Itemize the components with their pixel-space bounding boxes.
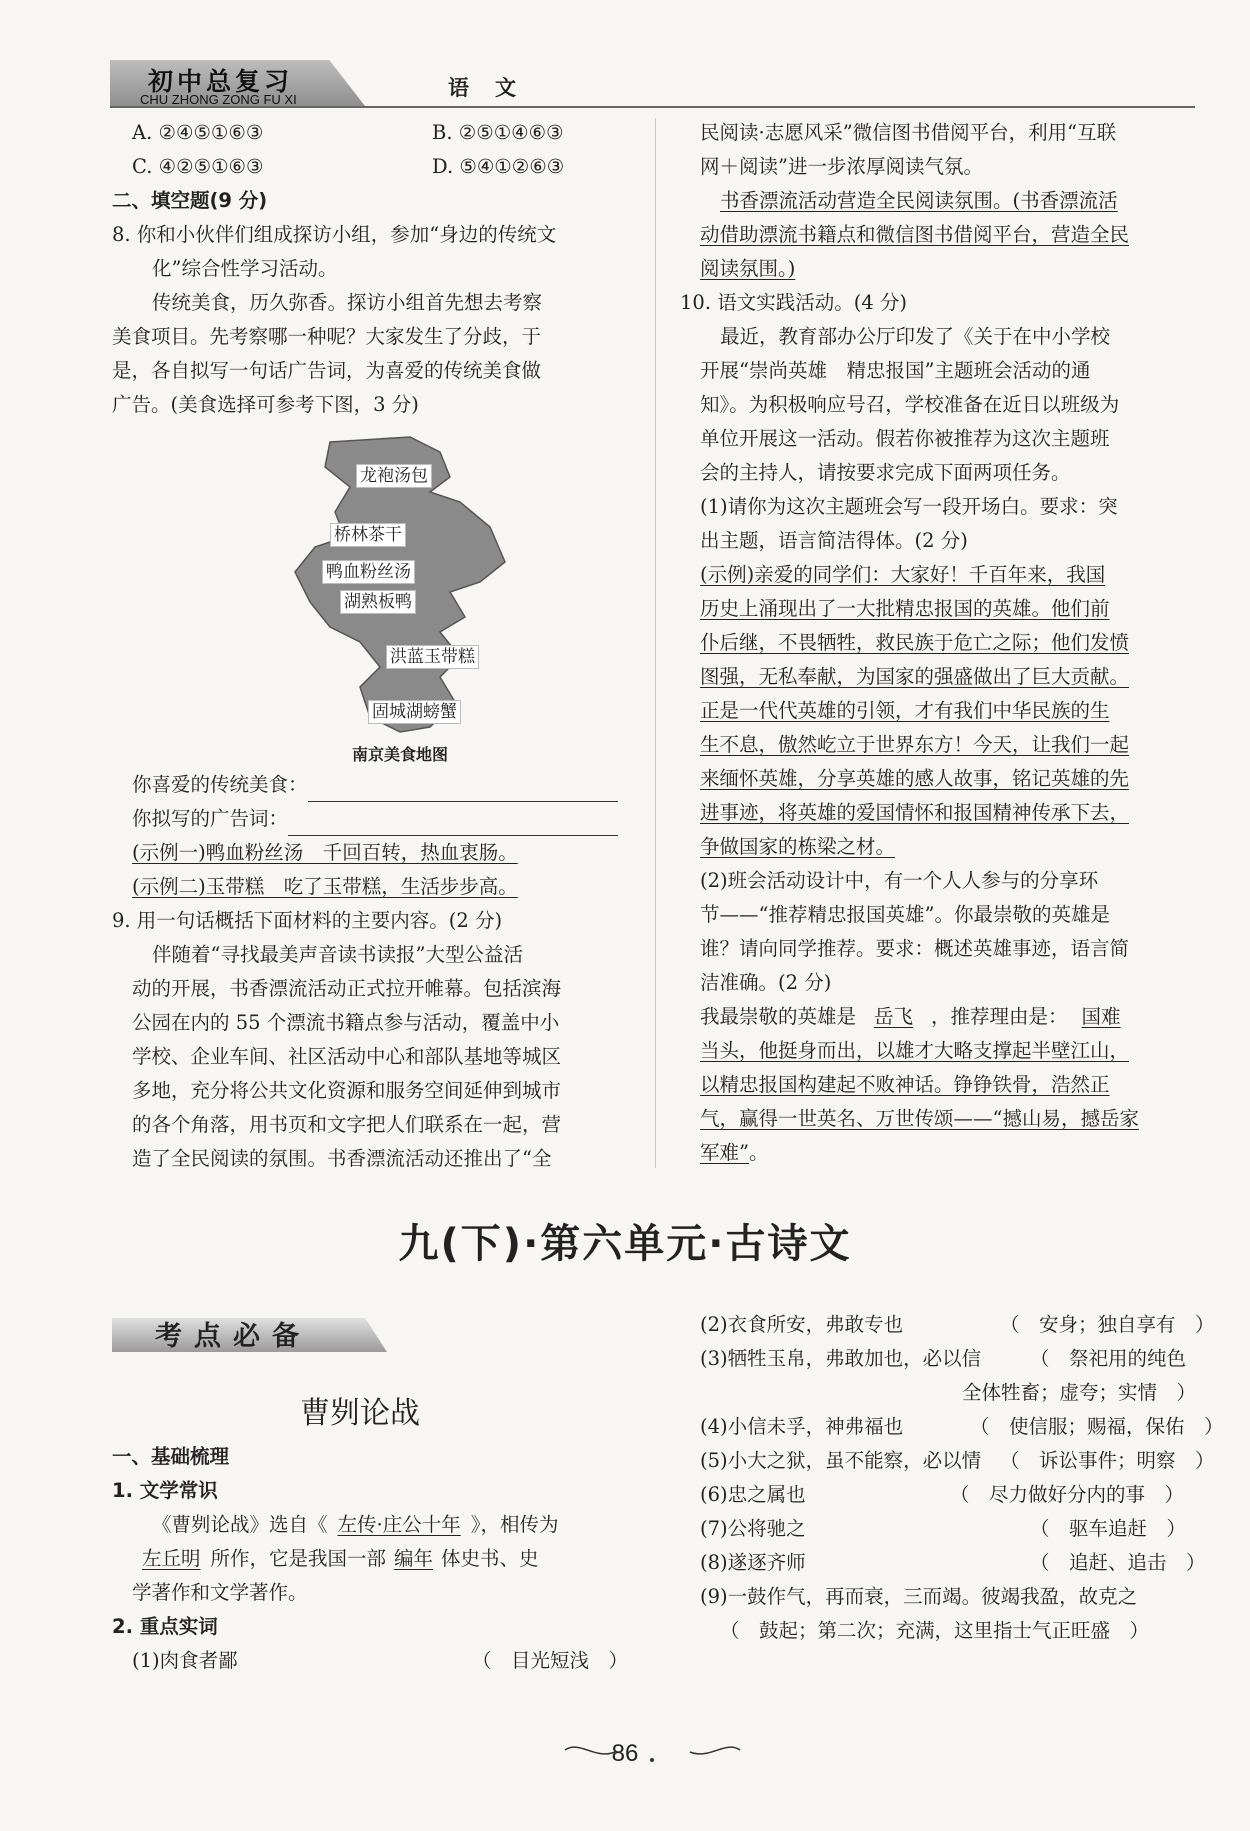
- q10-task-1b: 出主题，语言简洁得体。(2 分): [700, 529, 968, 552]
- food-label: 你喜爱的传统美食：: [132, 773, 308, 796]
- ad-blank[interactable]: [288, 811, 618, 836]
- word-item: (7)公将驰之 （ 驱车追赶 ）: [700, 1517, 1187, 1540]
- q10-answer-1-line: 争做国家的栋梁之材。: [700, 835, 896, 858]
- q8-para-1: 传统美食，历久弥香。探访小组首先想去考察: [152, 291, 543, 314]
- q10-task-2-line: 谁？请向同学推荐。要求：概述英雄事迹，语言简: [700, 937, 1130, 960]
- map-label-gucheng: 固城湖螃蟹: [368, 700, 461, 724]
- q10-answer-1-line: (示例)亲爱的同学们：大家好！千百年来，我国: [700, 563, 1106, 586]
- word-item: (2)衣食所安，弗敢专也 （ 安身；独自享有 ）: [700, 1313, 1215, 1336]
- q10-para-1: 最近，教育部办公厅印发了《关于在中小学校: [720, 325, 1111, 348]
- q10-task-1a: (1)请你为这次主题班会写一段开场白。要求：突: [700, 495, 1118, 518]
- header-title: 初中总复习: [148, 67, 294, 96]
- q9-material-5: 多地，充分将公共文化资源和服务空间延伸到城市: [132, 1079, 562, 1102]
- word-item: (3)牺牲玉帛，弗敢加也，必以信 （ 祭祀用的纯色: [700, 1347, 1187, 1370]
- word-item-1: (1)肉食者鄙 （ 目光短浅 ）: [112, 1644, 642, 1678]
- q10-para-2: 开展“崇尚英雄 精忠报国”主题班会活动的通: [700, 359, 1091, 382]
- lit-text-a: 《曹刿论战》选自《: [152, 1513, 328, 1536]
- q9-answer-1: 书香漂流活动营造全民阅读氛围。(书香漂流活: [720, 189, 1118, 212]
- q10-heading: 10. 语文实践活动。(4 分): [680, 291, 908, 314]
- q8-line-1: 8. 你和小伙伴们组成探访小组，参加“身边的传统文: [112, 223, 557, 246]
- lit-source: 左传·庄公十年: [337, 1513, 461, 1536]
- q9-material-1: 伴随着“寻找最美声音读书读报”大型公益活: [152, 943, 523, 966]
- q10-para-5: 会的主持人，请按要求完成下面两项任务。: [700, 461, 1071, 484]
- q10-answer-1-line: 生不息，傲然屹立于世界东方！今天，让我们一起: [700, 733, 1130, 756]
- hero-name: 岳飞: [874, 1005, 914, 1028]
- q10-para-4: 单位开展这一活动。假若你被推荐为这次主题班: [700, 427, 1110, 450]
- q10-answer-1-line: 历史上涌现出了一大批精忠报国的英雄。他们前: [700, 597, 1110, 620]
- q9-material-4: 学校、企业车间、社区活动中心和部队基地等城区: [132, 1045, 562, 1068]
- q10-task-2-line: 洁准确。(2 分): [700, 971, 832, 994]
- q10-para-3: 知》。为积极响应号召，学校准备在近日以班级为: [700, 393, 1120, 416]
- reason-line: 当头，他挺身而出，以雄才大略支撑起半壁江山，: [700, 1039, 1130, 1062]
- q8-para-3: 是，各自拟写一句话广告词，为喜爱的传统美食做: [112, 359, 542, 382]
- q9-material-3: 公园在内的 55 个漂流书籍点参与活动，覆盖中小: [132, 1011, 560, 1034]
- q9-material-9: 网＋阅读”进一步浓厚阅读气氛。: [700, 155, 983, 178]
- word-item: (5)小大之狱，虽不能察，必以情 （ 诉讼事件；明察 ）: [700, 1449, 1215, 1472]
- ad-example-2: (示例二)玉带糕 吃了玉带糕，生活步步高。: [132, 875, 518, 898]
- q9-answer-2: 动借助漂流书籍点和微信图书借阅平台，营造全民: [700, 223, 1130, 246]
- q10-answer-1-line: 仆后继，不畏牺牲，救民族于危亡之际；他们发愤: [700, 631, 1130, 654]
- option-a: A. ②④⑤①⑥③: [132, 121, 264, 144]
- right-column: [680, 116, 1200, 1170]
- reason-line: 以精忠报国构建起不败神话。铮铮铁骨，浩然正: [700, 1073, 1110, 1096]
- map-label-longpao: 龙袍汤包: [356, 464, 432, 488]
- reason-prefix: ，推荐理由是：: [931, 1005, 1068, 1028]
- map-label-hushu: 湖熟板鸭: [340, 590, 416, 614]
- section-2-heading: 二、填空题(9 分): [112, 189, 268, 212]
- q10-answer-1-line: 正是一代代英雄的引领，才有我们中华民族的生: [700, 699, 1110, 722]
- options-row-1: [112, 116, 642, 150]
- lit-genre: 编年: [394, 1547, 434, 1570]
- map-label-yaxue: 鸭血粉丝汤: [322, 560, 415, 584]
- page-number: 86: [611, 1740, 639, 1767]
- option-c: C. ④②⑤①⑥③: [132, 155, 264, 178]
- q10-answer-1-line: 图强，无私奉献，为国家的强盛做出了巨大贡献。: [700, 665, 1130, 688]
- word-item: (9)一鼓作气，再而衰，三而竭。彼竭我盈，故克之: [700, 1585, 1138, 1608]
- literature-heading: 1. 文学常识: [112, 1479, 218, 1502]
- word-item: (4)小信未孚，神弗福也 （ 使信服；赐福，保佑 ）: [700, 1415, 1224, 1438]
- q9-material-8: 民阅读·志愿风采”微信图书借阅平台，利用“互联: [700, 121, 1117, 144]
- word-a: 目光短浅: [511, 1649, 590, 1672]
- food-blank[interactable]: [308, 777, 618, 802]
- q8-para-4: 广告。(美食选择可参考下图，3 分): [112, 393, 419, 416]
- header-subject: 语文: [448, 75, 542, 100]
- food-line: [112, 768, 642, 802]
- left-column-lower: [112, 768, 642, 1176]
- literature-line-2: [112, 1542, 642, 1576]
- word-item: (6)忠之属也 （ 尽力做好分内的事 ）: [700, 1483, 1185, 1506]
- q10-answer-1-line: 进事迹，将英雄的爱国情怀和报国精神传承下去，: [700, 801, 1130, 824]
- option-b: B. ②⑤①④⑥③: [432, 121, 564, 144]
- left-column: [112, 116, 642, 422]
- option-d: D. ⑤④①②⑥③: [432, 155, 565, 178]
- reason-line: 气，赢得一世英名、万世传颂——“撼山易，撼岳家: [700, 1107, 1139, 1130]
- words-heading: 2. 重点实词: [112, 1615, 218, 1638]
- essay-title: 曹刿论战: [300, 1396, 420, 1431]
- q9-heading: 9. 用一句话概括下面材料的主要内容。(2 分): [112, 909, 503, 932]
- ad-line: [112, 802, 642, 836]
- q9-material-7: 造了全民阅读的氛围。书香漂流活动还推出了“全: [132, 1147, 552, 1170]
- options-row-2: [112, 150, 642, 184]
- basics-heading: 一、基础梳理: [112, 1445, 230, 1468]
- lit-author: 左丘明: [142, 1547, 201, 1570]
- reason-end: 。: [748, 1141, 769, 1164]
- hero-prefix: 我最崇敬的英雄是: [700, 1005, 857, 1028]
- literature-line-1: [112, 1508, 642, 1542]
- word-item: (8)遂逐齐师 （ 追赶、追击 ）: [700, 1551, 1206, 1574]
- lower-left-column: [112, 1440, 642, 1678]
- map-caption: 南京美食地图: [352, 745, 449, 764]
- q10-task-2-line: (2)班会活动设计中，有一个人人参与的分享环: [700, 869, 1099, 892]
- word-item-cont: （ 鼓起；第二次；充满，这里指士气正旺盛 ）: [720, 1619, 1150, 1642]
- q8-line-2: 化”综合性学习活动。: [152, 257, 338, 280]
- reason-last-line: [680, 1136, 1200, 1170]
- reason-last: 军难”: [700, 1141, 749, 1164]
- q9-material-6: 的各个角落，用书页和文字把人们联系在一起，营: [132, 1113, 562, 1136]
- lower-right-column: [680, 1308, 1224, 1648]
- kaodian-heading: 考点必备: [155, 1321, 311, 1352]
- hero-line: [680, 1000, 1200, 1034]
- reason-first: 国难: [1081, 1005, 1121, 1028]
- word-q: (1)肉食者鄙: [132, 1649, 238, 1672]
- column-divider: [655, 118, 656, 1168]
- map-label-honglan: 洪蓝玉带糕: [386, 645, 479, 669]
- word-item-cont: 全体牲畜；虚夸；实情 ）: [961, 1381, 1196, 1404]
- unit-title: 九(下)·第六单元·古诗文: [398, 1221, 852, 1267]
- ad-example-1: (示例一)鸭血粉丝汤 千回百转，热血衷肠。: [132, 841, 518, 864]
- q10-task-2-line: 节——“推荐精忠报国英雄”。你最崇敬的英雄是: [700, 903, 1110, 926]
- map-label-qiaolin: 桥林茶干: [330, 523, 406, 547]
- literature-line-3: 学著作和文学著作。: [132, 1581, 308, 1604]
- header-pinyin: CHU ZHONG ZONG FU XI: [140, 92, 297, 107]
- lit-text-d: 体史书、史: [441, 1547, 539, 1570]
- lit-text-b: 》，相传为: [470, 1513, 559, 1536]
- q9-material-2: 动的开展，书香漂流活动正式拉开帷幕。包括滨海: [132, 977, 562, 1000]
- q9-answer-3: 阅读氛围。): [700, 257, 796, 280]
- q8-para-2: 美食项目。先考察哪一种呢？大家发生了分歧，于: [112, 325, 542, 348]
- lit-text-c: 所作，它是我国一部: [210, 1547, 387, 1570]
- ad-label: 你拟写的广告词：: [132, 807, 289, 830]
- q10-answer-1-line: 来缅怀英雄，分享英雄的感人故事，铭记英雄的先: [700, 767, 1130, 790]
